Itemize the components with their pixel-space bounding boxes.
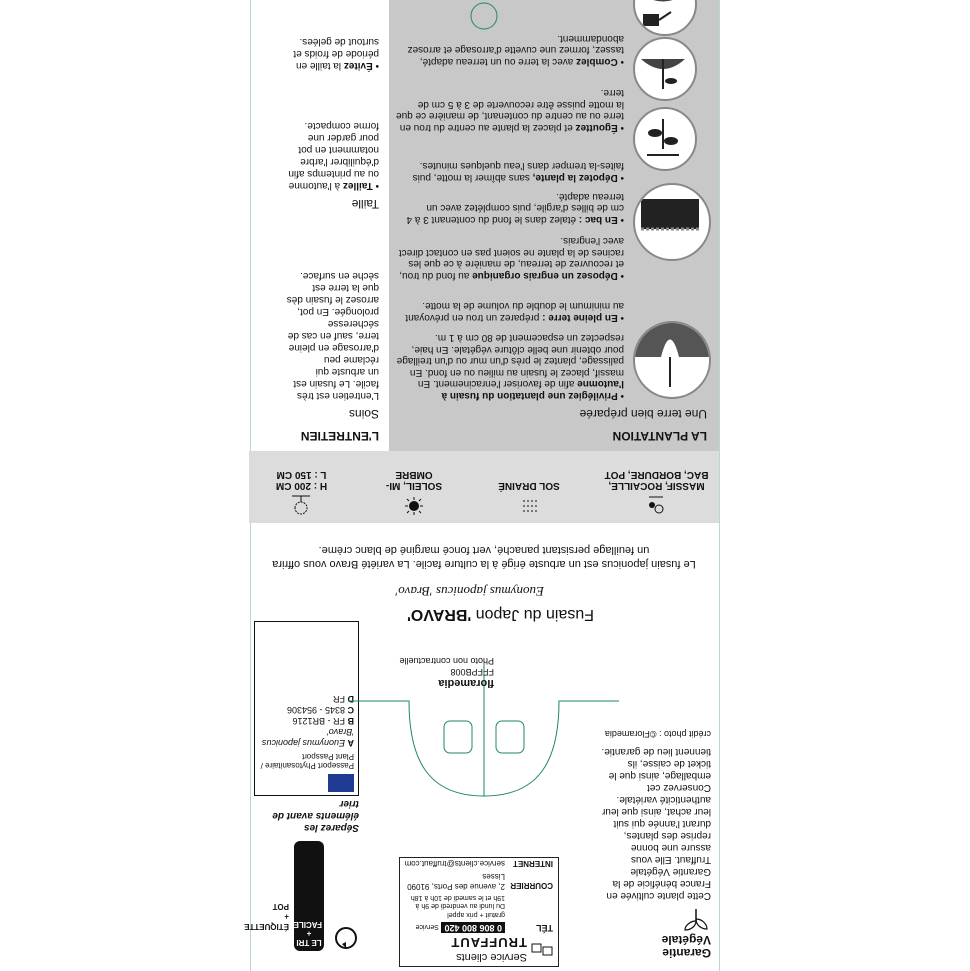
passport-c: C <box>347 705 354 715</box>
plantation-step-6-body: et placez la plante au centre du trou en terre ou au centre du contenant, de manière ce que la motte puisse être recouverte de 3 à 5 cm de terre. <box>396 87 624 133</box>
product-common-name: Fusain du Japon <box>475 606 594 623</box>
plantation-step-6-head: Égouttez <box>575 122 618 133</box>
service-web-value[interactable]: service.clients@truffaut.com <box>404 859 505 868</box>
floramedia-block <box>399 655 494 689</box>
recycle-block <box>244 798 359 951</box>
plantation-step-1: • Privilégiez une plantation du fusain à l'automne afin de favoriser l'enracinement. En massif, placez le fusain au milieu ou en fond. En palissage, plantez le près d'un mur ou d'un treillage pour obtenir une belle clôture végétale. En haie, respectez un espacement de 80 cm à 1 m. <box>396 332 624 401</box>
band-soil <box>489 480 569 517</box>
recycle-badge-text: LE TRI + FACILE <box>293 920 322 947</box>
plantation-subtitle: Une terre bien préparée <box>579 407 707 421</box>
info-band <box>249 451 719 523</box>
care-soins-text: L'entretien est très facile. Le fusain est un arbuste qui réclame peu d'arrosage en pleine terre, sauf en cas de sécheresse prolongée. En pot, arrosez le fusain dès que la terre est sèche en surface. <box>286 270 379 401</box>
passport-d-value: FR <box>332 694 345 704</box>
passport-b-value: FR - BR1216 <box>292 716 345 726</box>
care-evitez-head: Évitez <box>343 60 373 71</box>
care-taille-text: à l'automne ou au printemps afin d'équilibrer l'arbre notamment en pot pour garder une forme compacte. <box>288 120 379 191</box>
plantation-step-4: • En bac : étalez dans le fond du contenant 3 à 4 cm de billes d'argile, puis complétez avec un terreau adapté. <box>406 191 624 225</box>
plant-label <box>244 0 720 971</box>
flower-bed-icon <box>646 495 668 517</box>
chat-icon <box>531 942 553 956</box>
fertilizer-illustration <box>633 183 711 261</box>
plantation-step-2: • En pleine terre : préparez un trou en prévoyant au minimum le double du volume de la motte. <box>405 300 624 323</box>
planting-hole-illustration <box>633 321 711 399</box>
plantation-step-5-body: sans abîmer la motte, puis faites-la tremper dans l'eau quelques minutes. <box>412 160 624 183</box>
passport-a-value: Euonymus japonicus 'Bravo' <box>261 727 354 748</box>
floramedia-code: FFFPB008 <box>450 667 494 677</box>
band-exposure-text: SOLEIL, MI-OMBRE <box>385 469 443 491</box>
unpotting-illustration <box>633 107 697 171</box>
recycle-plus: + <box>284 912 289 921</box>
plantation-step-4-body: étalez dans le fond du contenant 3 à 4 cm de billes d'argile, puis complétez avec un terreau adapté. <box>406 191 624 225</box>
passport-c-value: 8345 - 954306 <box>286 705 345 715</box>
drained-soil-icon <box>518 495 540 517</box>
band-exposure <box>374 469 454 517</box>
care-taille-block: • Taillez à l'automne ou au printemps afin d'équilibrer l'arbre notamment en pot pour garder une forme compacte. <box>288 120 379 191</box>
care-evitez-text: la taille en période de froids et surtout de gelées. <box>293 36 379 71</box>
service-tel-note: Service gratuit + prix appel <box>415 911 505 930</box>
plantation-step-7-head: Comblez <box>576 56 618 67</box>
floramedia-note: Photo non contractuelle <box>399 656 494 666</box>
sprout-icon <box>681 909 711 931</box>
watering-illustration <box>633 0 697 36</box>
product-title <box>407 605 594 623</box>
plantation-step-4-head: En bac : <box>578 214 618 225</box>
customer-service-box <box>399 857 559 967</box>
care-soins-title: Soins <box>348 407 379 421</box>
passport-a: A <box>347 738 354 748</box>
sun-shade-icon <box>403 495 425 517</box>
service-title: Service clients <box>456 951 527 963</box>
placing-plant-illustration <box>633 37 697 101</box>
care-taille-title: Taille <box>351 197 379 211</box>
plantation-title: LA PLANTATION <box>612 429 707 443</box>
plantation-step-2-head: En pleine terre : <box>542 312 618 323</box>
plantation-step-3-head: Déposez un engrais organique <box>472 270 618 281</box>
plant-passport <box>254 621 359 796</box>
product-latin-name: Euonymus japonicus 'Bravo' <box>395 584 544 599</box>
band-soil-text: SOL DRAINÉ <box>498 480 560 491</box>
plantation-step-5: • Dépotez la plante, sans abîmer la motte, puis faites-la tremper dans l'eau quelques minutes. <box>412 160 624 183</box>
floramedia-brand: floramedia <box>438 677 494 689</box>
plantation-step-3: • Déposez un engrais organique au fond du trou, et recouvrez de terreau, de manière à ce que les racines de la plante ne soient pas en contact direct avec l'engrais. <box>398 235 624 281</box>
service-web-label: INTERNET <box>513 859 553 868</box>
guarantee-text: Cette plante cultivée en France bénéficie de la Garantie Végétale Truffaut. Elle vous assure une bonne reprise des plantes, durant l'année qui suit leur achat, ainsi que leur authenticité variétale. Conservez cet emballage, ainsi que le ticket de caisse, ils tiennent lieu de garantie. <box>601 746 711 901</box>
recycle-etiquette: ÉTIQUETTE <box>244 922 289 931</box>
care-taille-head: Taillez <box>342 180 373 191</box>
care-evitez-block: • Évitez la taille en période de froids et surtout de gelées. <box>293 36 379 71</box>
service-brand: TRUFFAUT <box>450 935 527 950</box>
passport-d: D <box>347 694 354 704</box>
band-usage <box>599 469 714 517</box>
service-hours: Du lundi au vendredi de 9h à 19h et le samedi de 10h à 18h <box>410 894 505 909</box>
plantation-step-7: • Comblez avec la terre ou un terreau adapté, tassez, formez une cuvette d'arrosage et arrosez abondamment. <box>407 33 624 67</box>
plantation-step-3-body: au fond du trou, et recouvrez de terreau, de manière à ce que les racines de la plante ne soient pas en contact direct avec l'engrais. <box>398 235 624 281</box>
care-section <box>249 0 389 451</box>
guarantee-title-line1: Garantie <box>662 946 711 960</box>
service-tel-number[interactable]: 0 806 800 420 <box>441 922 505 933</box>
plantation-step-5-head: Dépotez la plante, <box>532 172 618 183</box>
recycle-text: Séparez les éléments avant de trier <box>272 798 359 833</box>
guarantee-title-line2: Végétale <box>661 933 711 947</box>
recycle-pot: POT <box>272 902 289 911</box>
passport-header: Passeport Phytosanitaire / Plant Passport <box>260 752 354 770</box>
band-size-width: L : 150 CM <box>276 469 327 480</box>
care-title: L'ENTRETIEN <box>300 429 379 443</box>
passport-b: B <box>347 716 354 726</box>
band-usage-text: MASSIF, ROCAILLE, BAC, BORDURE, POT <box>604 469 709 491</box>
plantation-step-6: • Égouttez et placez la plante au centre du trou en terre ou au centre du contenant, de manière ce que la motte puisse être recouverte de 3 à 5 cm de terre. <box>396 87 624 133</box>
band-size-height: H : 200 CM <box>275 480 328 491</box>
hang-hole-icon <box>469 1 499 31</box>
guarantee-title <box>601 906 711 959</box>
product-cultivar: 'BRAVO' <box>407 606 472 623</box>
service-mail-value: 2, avenue des Ports, 91090 Lisses <box>407 872 505 891</box>
plantation-step-1-body: afin de favoriser l'enracinement. En massif, placez le fusain au milieu ou en fond. En palissage, plantez le près d'un mur ou d'un treillage pour obtenir une belle clôture végétale. En haie, respectez un espacement de 80 cm à 1 m. <box>396 332 624 390</box>
band-size <box>259 469 344 517</box>
service-tel-label: TÉL <box>536 923 553 933</box>
plantation-section <box>389 0 719 451</box>
recycle-loop-icon <box>333 925 359 951</box>
photo-credit: crédit photo : ©Floramedia <box>604 729 711 739</box>
plantation-step-1-head: Privilégiez une plantation du fusain à l'automne <box>441 378 624 401</box>
shrub-size-icon <box>291 495 313 517</box>
product-description: Le fusain japonicus est un arbuste érigé à la culture facile. La variété Bravo vous offrira un feuillage persistant panaché, vert foncé marginé de blanc crème. <box>272 544 696 570</box>
plantation-step-2-body: préparez un trou en prévoyant au minimum le double du volume de la motte. <box>405 300 624 323</box>
plantation-step-7-body: avec la terre ou un terreau adapté, tassez, formez une cuvette d'arrosage et arrosez abondamment. <box>407 33 624 67</box>
service-mail-label: COURRIER <box>510 881 553 890</box>
